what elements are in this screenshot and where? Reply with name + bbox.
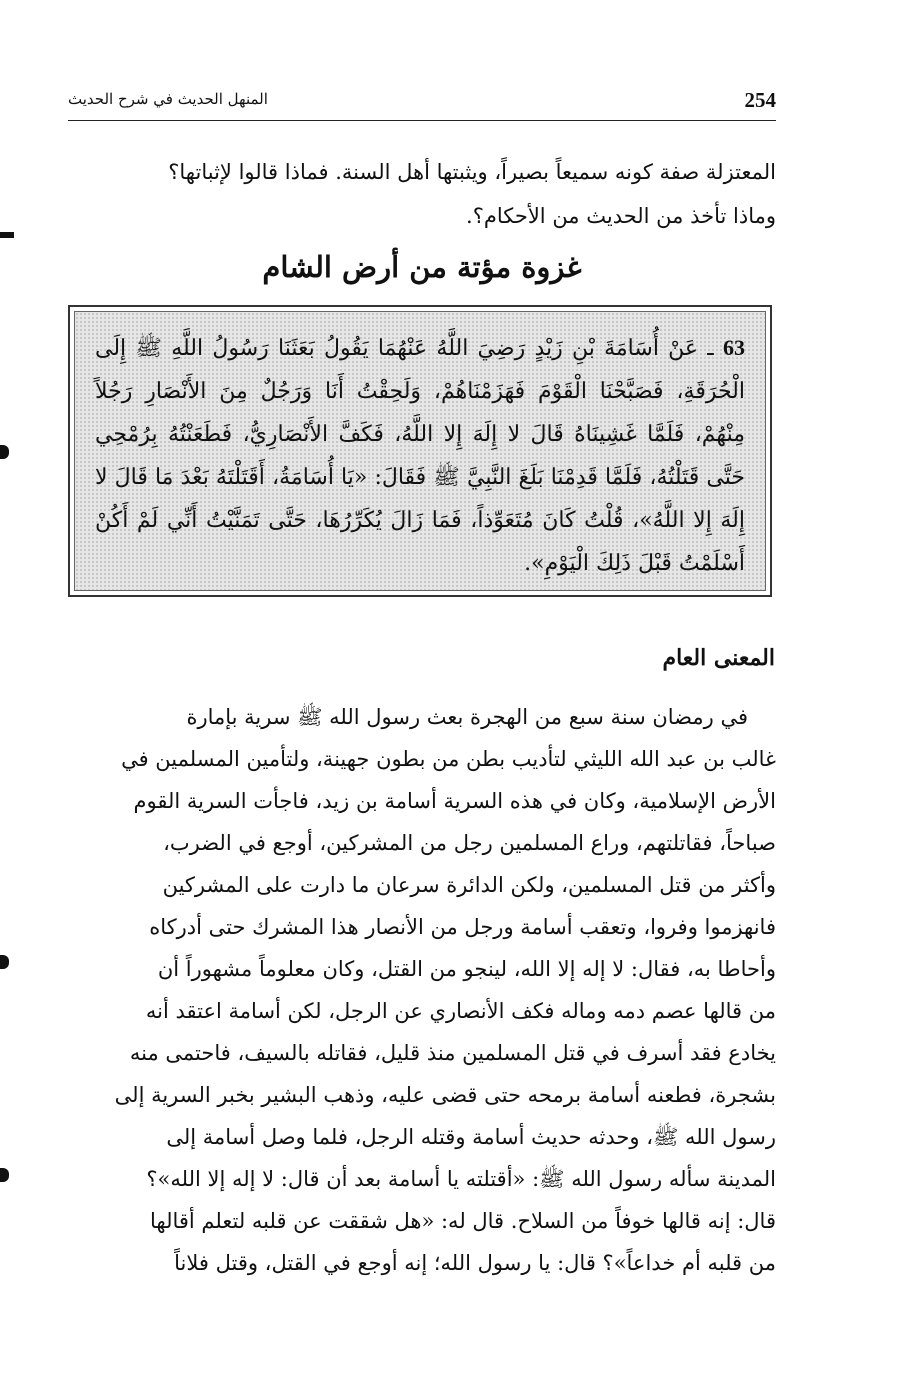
text-line: يخادع فقد أسرف في قتل المسلمين منذ قليل، فقاتله بالسيف، فاحتمى منه	[129, 1041, 776, 1065]
hadith-box	[68, 305, 772, 597]
body-paragraph	[68, 696, 776, 1284]
page-header	[68, 86, 776, 121]
text-line: غالب بن عبد الله الليثي لتأديب بطن من بطون جهينة، ولتأمين المسلمين في	[121, 747, 776, 771]
hadith-number: 63	[723, 335, 745, 360]
text-line: الأرض الإسلامية، وكان في هذه السرية أسامة بن زيد، فاجأت السرية القوم	[133, 789, 776, 813]
text-line: من قلبه أم خداعاً»؟ قال: يا رسول الله؛ إنه أوجع في القتل، وقتل فلاناً	[174, 1251, 776, 1275]
text-line: وأكثر من قتل المسلمين، ولكن الدائرة سرعان ما دارت على المشركين	[162, 873, 776, 897]
text-line: بشجرة، فطعنه أسامة برمحه حتى قضى عليه، وذهب البشير بخبر السرية إلى	[114, 1083, 776, 1107]
page-number: 254	[744, 88, 776, 112]
section-heading: المعنى العام	[662, 645, 775, 671]
margin-mark	[0, 445, 9, 459]
chapter-title: غزوة مؤتة من أرض الشام	[262, 250, 582, 284]
intro-paragraph	[68, 150, 776, 238]
margin-mark	[0, 955, 9, 969]
text-line: المعتزلة صفة كونه سميعاً بصيراً، ويثبتها أهل السنة. فماذا قالوا لإثباتها؟	[168, 160, 776, 184]
text-line: في رمضان سنة سبع من الهجرة بعث رسول الله ﷺ سرية بإمارة	[186, 705, 748, 729]
text-line: وماذا تأخذ من الحديث من الأحكام؟.	[466, 204, 776, 228]
text-line: وأحاطا به، فقال: لا إله إلا الله، لينجو من القتل، وكان معلوماً مشهوراً أن	[157, 957, 776, 981]
running-title: المنهل الحديث في شرح الحديث	[68, 90, 268, 108]
text-line: من قالها عصم دمه وماله فكف الأنصاري عن الرجل، لكن أسامة اعتقد أنه	[145, 999, 776, 1023]
margin-mark	[0, 232, 14, 238]
hadith-text: ـ عَنْ أُسَامَةَ بْنِ زَيْدٍ رَضِيَ اللَّهُ عَنْهُمَا يَقُولُ بَعَثَنَا رَسُولُ اللَّهِ ﷺ إِلَى الْحُرَقَةِ، فَصَبَّحْنَا الْقَوْمَ فَهَزَمْنَاهُمْ، وَلَحِقْتُ أَنَا وَرَجُلٌ مِنَ الأَنْصَارِ رَجُلاً مِنْهُمْ، فَلَمَّا غَشِينَاهُ قَالَ لا إِلَهَ إِلا اللَّهُ، فَكَفَّ الأَنْصَارِيُّ، فَطَعَنْتُهُ بِرُمْحِي حَتَّى قَتَلْتُهُ، فَلَمَّا قَدِمْنَا بَلَغَ النَّبِيَّ ﷺ فَقَالَ: «يَا أُسَامَةُ، أَقَتَلْتَهُ بَعْدَ مَا قَالَ لا إِلَهَ إِلا اللَّهُ»، قُلْتُ كَانَ مُتَعَوِّذاً، فَمَا زَالَ يُكَرِّرُهَا، حَتَّى تَمَنَّيْتُ أَنِّي لَمْ أَكُنْ أَسْلَمْتُ قَبْلَ ذَلِكَ الْيَوْمِ».	[95, 336, 745, 576]
text-line: فانهزموا وفروا، وتعقب أسامة ورجل من الأنصار هذا المشرك حتى أدركاه	[149, 915, 776, 939]
text-line: رسول الله ﷺ، وحدثه حديث أسامة وقتله الرجل، فلما وصل أسامة إلى	[166, 1125, 776, 1149]
hadith-text-block	[74, 311, 766, 591]
text-line: صباحاً، فقاتلتهم، وراع المسلمين رجل من المشركين، أوجع في الضرب،	[163, 831, 776, 855]
text-line: المدينة سأله رسول الله ﷺ: «أقتلته يا أسامة بعد أن قال: لا إله إلا الله»؟	[146, 1167, 776, 1191]
text-line: قال: إنه قالها خوفاً من السلاح. قال له: «هل شققت عن قلبه لتعلم أقالها	[150, 1209, 776, 1233]
margin-mark	[0, 1168, 9, 1182]
